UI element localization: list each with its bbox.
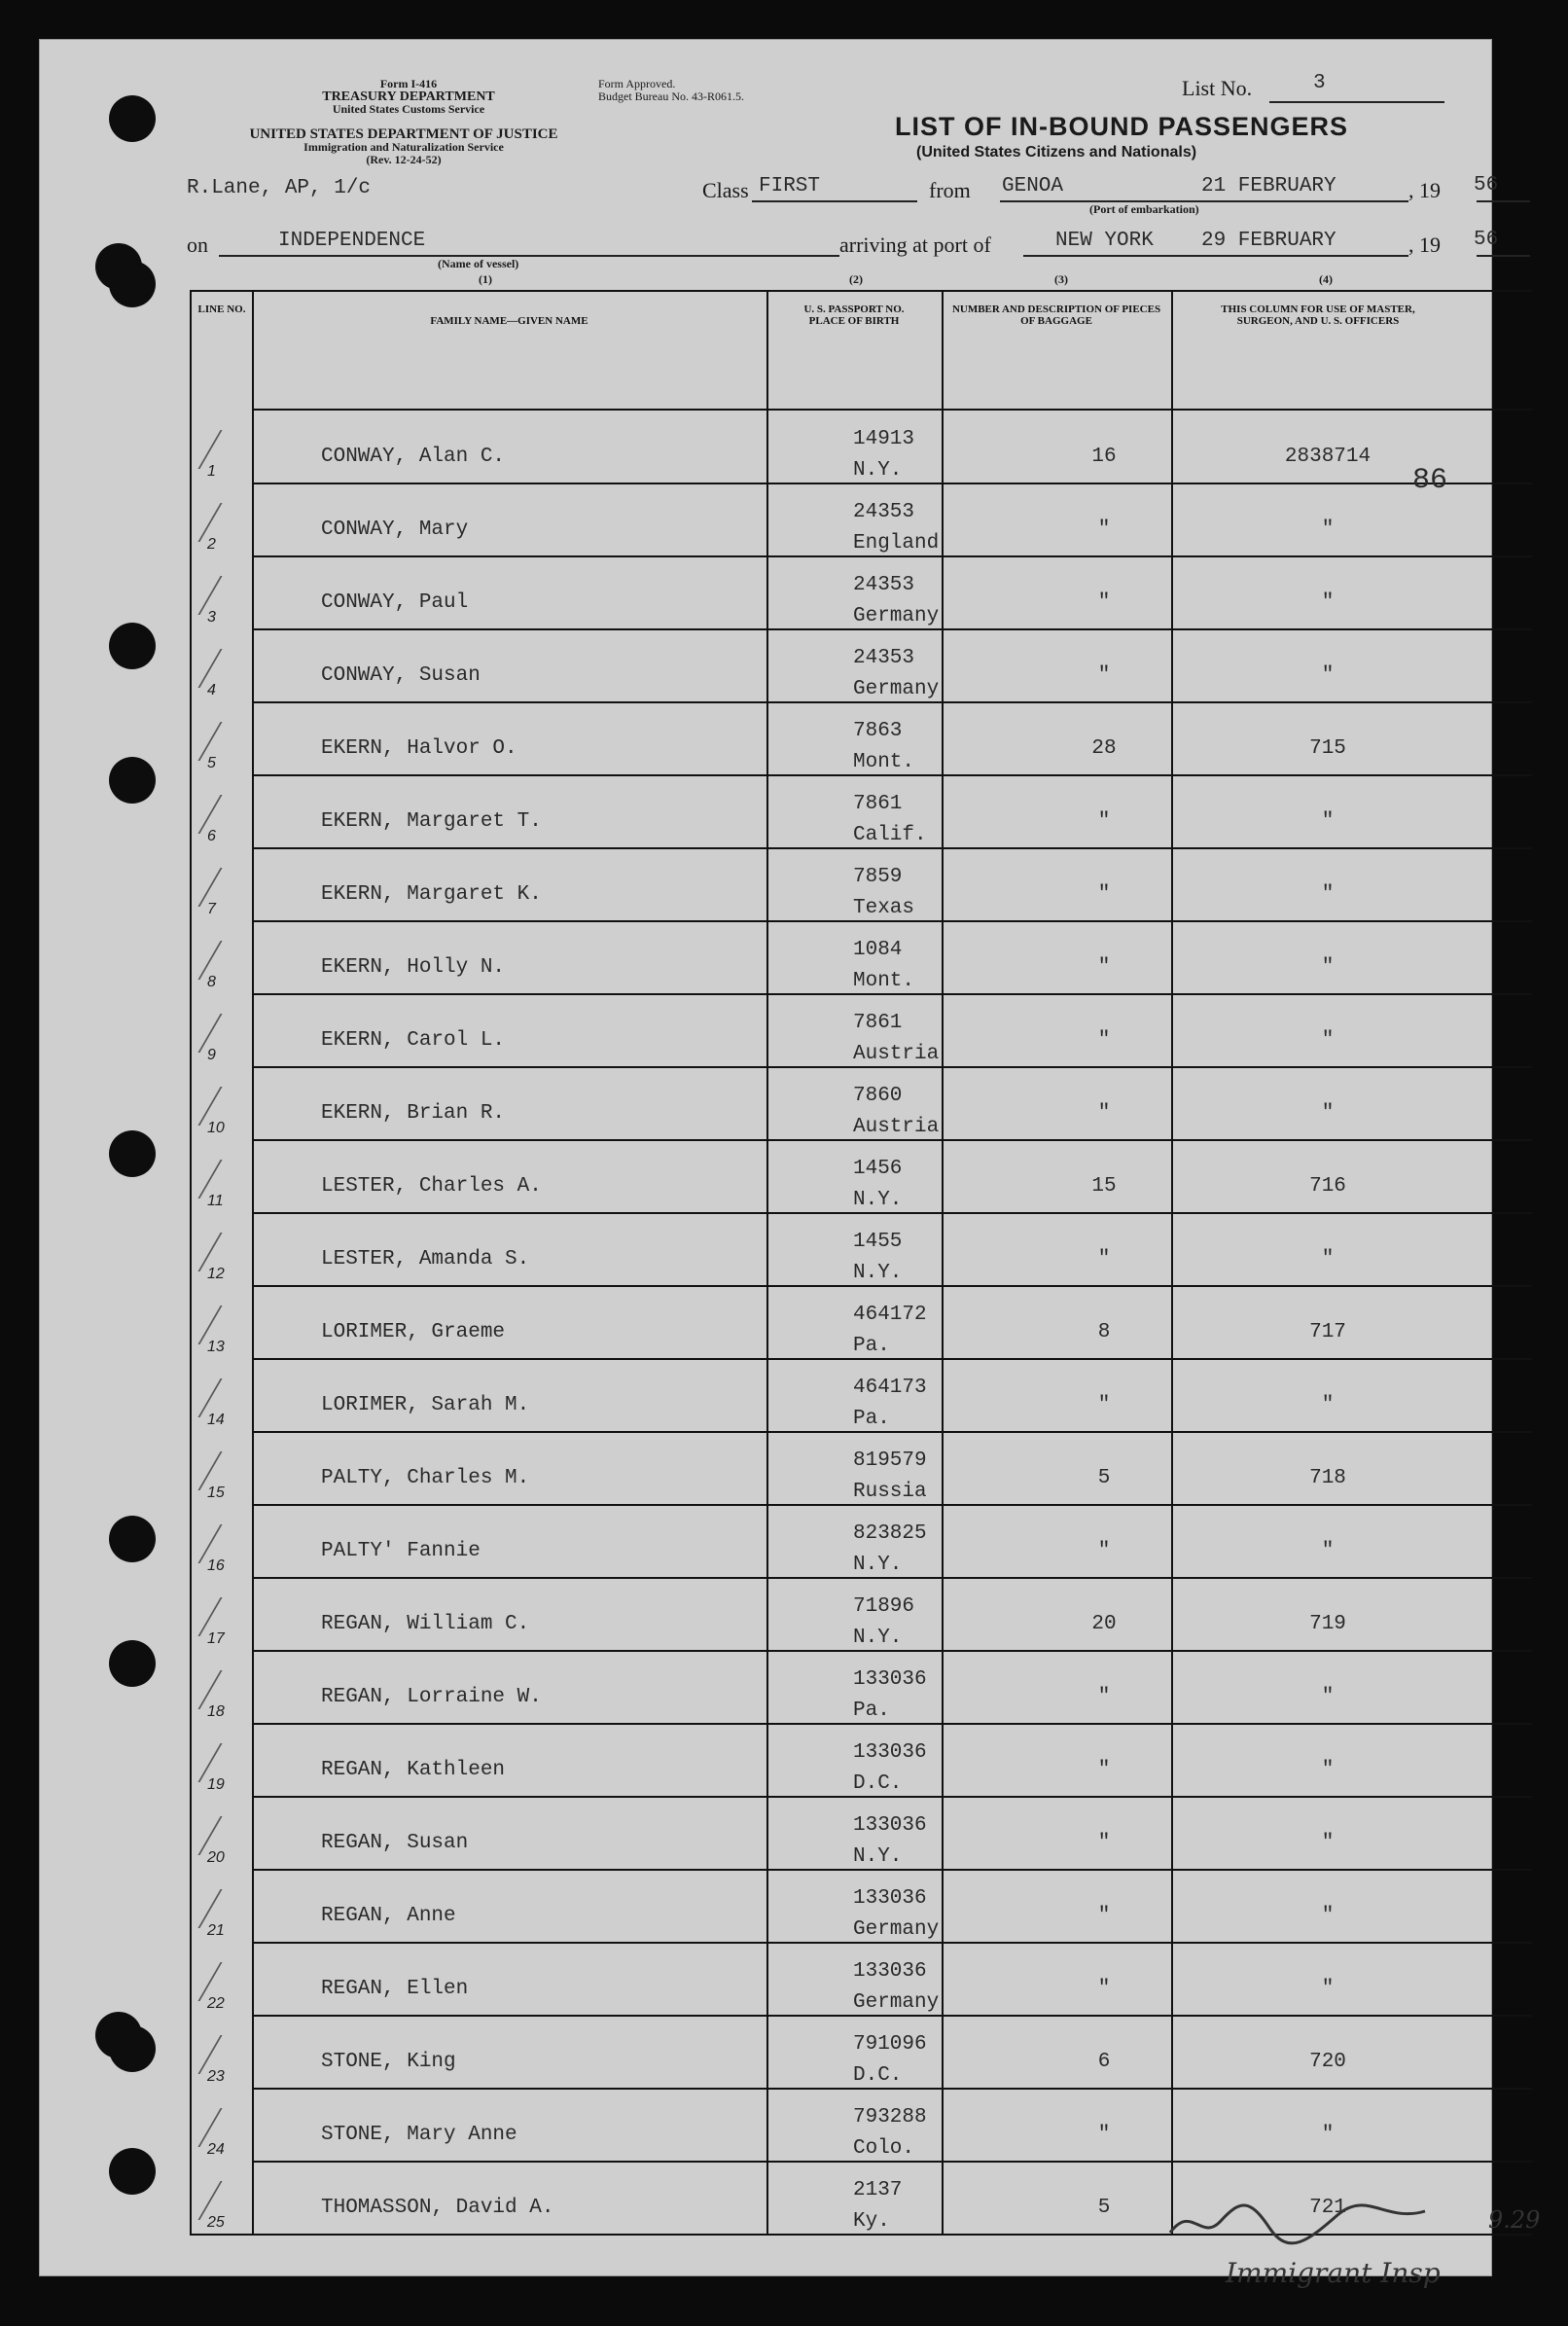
passenger-name: CONWAY, Alan C.: [321, 446, 506, 468]
line-no-cell: [190, 1213, 252, 1287]
line-no-cell: [190, 1286, 252, 1360]
line-no-cell: [190, 483, 252, 557]
col-header-name: FAMILY NAME—GIVEN NAME: [430, 315, 588, 327]
passport-cell: [853, 643, 939, 705]
passenger-table: [190, 290, 1532, 2236]
passport-number: 7861: [853, 1012, 903, 1034]
arriving-label: arriving at port of: [839, 233, 991, 257]
line-number: 3: [207, 609, 216, 626]
table-row: [190, 1213, 1532, 1287]
passport-cell: [853, 424, 914, 486]
passenger-name: EKERN, Margaret T.: [321, 810, 542, 833]
passport-cell: [853, 2102, 927, 2165]
passenger-name: REGAN, Kathleen: [321, 1759, 506, 1781]
date-note: 9.29: [1488, 2206, 1541, 2234]
punch-hole: [109, 1640, 156, 1687]
punch-hole: [109, 623, 156, 669]
passenger-name: REGAN, Ellen: [321, 1978, 469, 2000]
place-of-birth: Calif.: [853, 824, 927, 846]
baggage-count: ": [1097, 1394, 1111, 1416]
col-num-3: (3): [1054, 272, 1068, 286]
officer-number: ": [1321, 591, 1335, 614]
passenger-name: EKERN, Halvor O.: [321, 737, 517, 760]
passenger-name: CONWAY, Paul: [321, 591, 469, 614]
passenger-name: EKERN, Carol L.: [321, 1029, 506, 1052]
year-prefix-1: , 19: [1408, 178, 1441, 202]
passport-cell: [853, 1810, 927, 1873]
vessel-caption: (Name of vessel): [438, 257, 519, 270]
col-header-line-no: LINE NO.: [197, 304, 246, 315]
table-row: [190, 702, 1532, 776]
inspector-caption: Immigrant Insp: [1226, 2257, 1441, 2289]
table-row: [190, 1797, 1532, 1871]
passport-cell: [853, 1446, 927, 1508]
officer-number: ": [1321, 2124, 1335, 2146]
line-number: 12: [207, 1266, 225, 1282]
passport-cell: [853, 2175, 902, 2237]
officer-number: ": [1321, 883, 1335, 906]
officer-number: ": [1321, 1029, 1335, 1052]
passport-cell: [853, 1300, 927, 1362]
col-num-4: (4): [1319, 272, 1333, 286]
baggage-count: 5: [1097, 1467, 1111, 1489]
officer-number: ": [1321, 1540, 1335, 1562]
table-row: [190, 1870, 1532, 1944]
place-of-birth: Mont.: [853, 970, 915, 992]
place-of-birth: N.Y.: [853, 1189, 903, 1211]
place-of-birth: Pa.: [853, 1700, 890, 1722]
baggage-count: 8: [1097, 1321, 1111, 1343]
line-no-cell: [190, 994, 252, 1068]
passenger-name: EKERN, Margaret K.: [321, 883, 542, 906]
line-no-cell: [190, 629, 252, 703]
from-underline: [1000, 200, 1408, 202]
passenger-name: REGAN, William C.: [321, 1613, 530, 1635]
passport-cell: [853, 716, 914, 778]
officer-number: 716: [1309, 1175, 1346, 1198]
place-of-birth: D.C.: [853, 1772, 903, 1795]
passport-number: 793288: [853, 2106, 927, 2129]
passport-number: 819579: [853, 1449, 927, 1472]
passport-number: 1084: [853, 939, 903, 961]
arrival-date: 29 FEBRUARY: [1201, 230, 1336, 252]
table-row: [190, 1651, 1532, 1725]
table-row: [190, 1432, 1532, 1506]
place-of-birth: Austria: [853, 1116, 940, 1138]
margin-number: 86: [1412, 464, 1448, 497]
place-of-birth: England: [853, 532, 940, 555]
passport-number: 24353: [853, 647, 915, 669]
place-of-birth: N.Y.: [853, 1262, 903, 1284]
passport-cell: [853, 570, 939, 632]
passport-cell: [853, 1519, 927, 1581]
officer-number: ": [1321, 956, 1335, 979]
line-number: 14: [207, 1412, 225, 1428]
passenger-name: REGAN, Anne: [321, 1905, 456, 1927]
officer-number: 720: [1309, 2051, 1346, 2073]
inspector-signature: [1162, 2194, 1454, 2256]
baggage-count: ": [1097, 1978, 1111, 2000]
col-header-officers: THIS COLUMN FOR USE OF MASTER, SURGEON, AND U. S. OFFICERS: [1221, 304, 1415, 327]
officer-number: 715: [1309, 737, 1346, 760]
passenger-name: LESTER, Amanda S.: [321, 1248, 530, 1270]
baggage-count: ": [1097, 519, 1111, 541]
punch-hole: [109, 757, 156, 804]
baggage-count: 5: [1097, 2197, 1111, 2219]
line-number: 23: [207, 2068, 225, 2085]
passport-number: 24353: [853, 501, 915, 523]
line-number: 7: [207, 901, 216, 917]
passport-number: 7860: [853, 1085, 903, 1107]
line-no-cell: [190, 775, 252, 849]
list-no-label: List No.: [1182, 76, 1253, 100]
arrival-port: NEW YORK: [1055, 230, 1154, 252]
passport-number: 14913: [853, 428, 915, 450]
baggage-count: ": [1097, 1686, 1111, 1708]
port-underline: [1023, 255, 1408, 257]
table-row: [190, 775, 1532, 849]
line-number: 6: [207, 828, 216, 844]
passport-number: 464173: [853, 1377, 927, 1399]
table-row: [190, 848, 1532, 922]
place-of-birth: Colo.: [853, 2137, 915, 2160]
place-of-birth: N.Y.: [853, 1845, 903, 1868]
line-no-cell: [190, 921, 252, 995]
passenger-name: STONE, King: [321, 2051, 456, 2073]
passport-number: 133036: [853, 1960, 927, 1983]
baggage-count: ": [1097, 1905, 1111, 1927]
place-of-birth: N.Y.: [853, 459, 903, 482]
passenger-name: REGAN, Lorraine W.: [321, 1686, 542, 1708]
class-underline: [752, 200, 917, 202]
baggage-count: ": [1097, 883, 1111, 906]
line-number: 4: [207, 682, 216, 698]
passport-cell: [853, 1081, 939, 1143]
passport-cell: [853, 789, 927, 851]
officer-number: ": [1321, 1102, 1335, 1125]
line-number: 1: [207, 463, 216, 480]
line-number: 20: [207, 1849, 225, 1866]
table-row: [190, 1286, 1532, 1360]
line-no-cell: [190, 1067, 252, 1141]
class-value: FIRST: [759, 175, 821, 197]
passport-number: 7859: [853, 866, 903, 888]
baggage-count: ": [1097, 1029, 1111, 1052]
officer-number: ": [1321, 810, 1335, 833]
passport-cell: [853, 1737, 927, 1800]
place-of-birth: Germany: [853, 678, 940, 700]
line-number: 17: [207, 1630, 225, 1647]
col-header-baggage: NUMBER AND DESCRIPTION OF PIECES OF BAGGAGE: [951, 304, 1161, 327]
passport-number: 1455: [853, 1231, 903, 1253]
officer-number: 2838714: [1284, 446, 1372, 468]
passenger-name: EKERN, Holly N.: [321, 956, 506, 979]
passport-number: 133036: [853, 1887, 927, 1910]
passport-number: 823825: [853, 1522, 927, 1545]
line-no-cell: [190, 1140, 252, 1214]
line-no-cell: [190, 1797, 252, 1871]
form-header-left: Form I-416 TREASURY DEPARTMENT United States Customs Service: [322, 77, 495, 116]
passenger-name: LORIMER, Sarah M.: [321, 1394, 530, 1416]
table-row: [190, 556, 1532, 630]
baggage-count: ": [1097, 1832, 1111, 1854]
place-of-birth: Austria: [853, 1043, 940, 1065]
line-no-cell: [190, 1870, 252, 1944]
line-no-cell: [190, 848, 252, 922]
line-number: 2: [207, 536, 216, 553]
passenger-name: PALTY' Fannie: [321, 1540, 481, 1562]
passport-cell: [853, 1154, 902, 1216]
passenger-name: EKERN, Brian R.: [321, 1102, 506, 1125]
from-value: GENOA: [1002, 175, 1064, 197]
line-number: 19: [207, 1776, 225, 1793]
line-no-cell: [190, 556, 252, 630]
line-number: 24: [207, 2141, 225, 2158]
table-row: [190, 2089, 1532, 2163]
baggage-count: ": [1097, 591, 1111, 614]
baggage-count: ": [1097, 2124, 1111, 2146]
passport-number: 71896: [853, 1595, 915, 1618]
line-number: 13: [207, 1339, 225, 1355]
place-of-birth: Pa.: [853, 1408, 890, 1430]
passport-number: 133036: [853, 1741, 927, 1764]
passport-cell: [853, 497, 939, 559]
line-number: 11: [207, 1193, 224, 1209]
passport-cell: [853, 935, 914, 997]
baggage-count: 6: [1097, 2051, 1111, 2073]
passport-cell: [853, 1227, 902, 1289]
line-no-cell: [190, 1432, 252, 1506]
col-num-2: (2): [849, 272, 863, 286]
passport-cell: [853, 1664, 927, 1727]
page-title: LIST OF IN-BOUND PASSENGERS: [895, 112, 1349, 141]
passport-number: 24353: [853, 574, 915, 596]
table-row: [190, 411, 1532, 484]
punch-hole: [109, 1130, 156, 1177]
table-row: [190, 483, 1532, 557]
vessel-underline: [219, 255, 839, 257]
passport-number: 2137: [853, 2179, 903, 2201]
table-row: [190, 1724, 1532, 1798]
table-row: [190, 2016, 1532, 2090]
line-number: 9: [207, 1047, 216, 1063]
baggage-count: ": [1097, 664, 1111, 687]
officer-number: 719: [1309, 1613, 1346, 1635]
passport-cell: [853, 862, 914, 924]
officer-number: ": [1321, 1248, 1335, 1270]
baggage-count: 15: [1091, 1175, 1117, 1198]
officer-number: ": [1321, 519, 1335, 541]
passport-number: 7863: [853, 720, 903, 742]
line-number: 18: [207, 1703, 225, 1720]
passport-number: 133036: [853, 1814, 927, 1837]
justice-header: UNITED STATES DEPARTMENT OF JUSTICE Immigration and Naturalization Service (Rev. 12-24-52): [249, 126, 558, 166]
col-header-passport: U. S. PASSPORT NO. PLACE OF BIRTH: [803, 304, 905, 327]
officer-number: 718: [1309, 1467, 1346, 1489]
year-value-1: 56: [1474, 174, 1499, 197]
passport-number: 133036: [853, 1668, 927, 1691]
form-approval: Form Approved. Budget Bureau No. 43-R061.5.: [598, 77, 744, 103]
officer-number: 717: [1309, 1321, 1346, 1343]
line-number: 8: [207, 974, 216, 990]
year-value-2: 56: [1474, 229, 1499, 251]
year-prefix-2: , 19: [1408, 233, 1441, 257]
punch-hole: [109, 261, 156, 307]
officer-number: ": [1321, 1978, 1335, 2000]
officer-number: ": [1321, 664, 1335, 687]
punch-hole: [109, 1516, 156, 1562]
place-of-birth: Germany: [853, 1918, 940, 1941]
officer-note: R.Lane, AP, 1/c: [187, 177, 372, 199]
passport-number: 464172: [853, 1304, 927, 1326]
passenger-name: PALTY, Charles M.: [321, 1467, 530, 1489]
signature-mark: [1162, 2194, 1454, 2252]
passenger-name: REGAN, Susan: [321, 1832, 469, 1854]
line-no-cell: [190, 1943, 252, 2017]
baggage-count: ": [1097, 1248, 1111, 1270]
line-no-cell: [190, 2162, 252, 2236]
passport-cell: [853, 1008, 939, 1070]
line-number: 25: [207, 2214, 225, 2231]
baggage-count: ": [1097, 1102, 1111, 1125]
line-no-cell: [190, 1724, 252, 1798]
manifest-page: [39, 39, 1541, 2289]
place-of-birth: Mont.: [853, 751, 915, 773]
baggage-count: 28: [1091, 737, 1117, 760]
line-number: 22: [207, 1995, 225, 2012]
from-label: from: [929, 178, 971, 202]
officer-number: 721: [1309, 2197, 1346, 2219]
page-subtitle: (United States Citizens and Nationals): [916, 144, 1197, 161]
line-no-cell: [190, 702, 252, 776]
passport-cell: [853, 2029, 927, 2092]
baggage-count: ": [1097, 810, 1111, 833]
passport-number: 791096: [853, 2033, 927, 2056]
table-row: [190, 921, 1532, 995]
passport-cell: [853, 1883, 939, 1946]
table-row: [190, 1067, 1532, 1141]
line-number: 21: [207, 1922, 225, 1939]
line-no-cell: [190, 2016, 252, 2090]
line-no-cell: [190, 1651, 252, 1725]
line-no-cell: [190, 411, 252, 484]
place-of-birth: Pa.: [853, 1335, 890, 1357]
passenger-name: CONWAY, Mary: [321, 519, 469, 541]
table-top-rule: [190, 290, 1532, 292]
passenger-name: LORIMER, Graeme: [321, 1321, 506, 1343]
vessel-name: INDEPENDENCE: [278, 230, 426, 252]
embark-caption: (Port of embarkation): [1089, 202, 1199, 216]
baggage-count: 20: [1091, 1613, 1117, 1635]
place-of-birth: Russia: [853, 1481, 927, 1503]
baggage-count: 16: [1091, 446, 1117, 468]
passport-number: 1456: [853, 1158, 903, 1180]
passport-cell: [853, 1592, 914, 1654]
baggage-count: ": [1097, 1759, 1111, 1781]
passenger-name: LESTER, Charles A.: [321, 1175, 542, 1198]
line-no-cell: [190, 2089, 252, 2163]
depart-date: 21 FEBRUARY: [1201, 175, 1336, 197]
officer-number: ": [1321, 1759, 1335, 1781]
officer-number: ": [1321, 1905, 1335, 1927]
line-no-cell: [190, 1359, 252, 1433]
list-no-value: 3: [1313, 72, 1326, 94]
table-row: [190, 1359, 1532, 1433]
table-row: [190, 1578, 1532, 1652]
punch-hole: [109, 2025, 156, 2072]
passenger-name: CONWAY, Susan: [321, 664, 481, 687]
punch-hole: [109, 2148, 156, 2195]
line-number: 10: [207, 1120, 225, 1136]
baggage-count: ": [1097, 1540, 1111, 1562]
year-underline-1: [1477, 200, 1530, 202]
baggage-count: ": [1097, 956, 1111, 979]
passport-cell: [853, 1956, 939, 2019]
table-row: [190, 1140, 1532, 1214]
officer-number: ": [1321, 1394, 1335, 1416]
officer-number: ": [1321, 1686, 1335, 1708]
place-of-birth: Ky.: [853, 2210, 890, 2233]
passport-number: 7861: [853, 793, 903, 815]
punch-hole: [109, 95, 156, 142]
table-row: [190, 1505, 1532, 1579]
place-of-birth: N.Y.: [853, 1554, 903, 1576]
list-no-underline: [1269, 101, 1444, 103]
line-number: 16: [207, 1557, 225, 1574]
col-num-1: (1): [479, 272, 492, 286]
line-no-cell: [190, 1578, 252, 1652]
table-row: [190, 629, 1532, 703]
table-row: [190, 994, 1532, 1068]
place-of-birth: Germany: [853, 1991, 940, 2014]
line-number: 15: [207, 1485, 225, 1501]
line-number: 5: [207, 755, 216, 771]
passenger-name: STONE, Mary Anne: [321, 2124, 517, 2146]
place-of-birth: Germany: [853, 605, 940, 627]
passenger-name: THOMASSON, David A.: [321, 2197, 554, 2219]
place-of-birth: Texas: [853, 897, 915, 919]
officer-number: ": [1321, 1832, 1335, 1854]
place-of-birth: N.Y.: [853, 1627, 903, 1649]
line-no-cell: [190, 1505, 252, 1579]
place-of-birth: D.C.: [853, 2064, 903, 2087]
on-label: on: [187, 233, 208, 257]
year-underline-2: [1477, 255, 1530, 257]
passport-cell: [853, 1373, 927, 1435]
table-row: [190, 1943, 1532, 2017]
class-label: Class: [702, 178, 749, 202]
